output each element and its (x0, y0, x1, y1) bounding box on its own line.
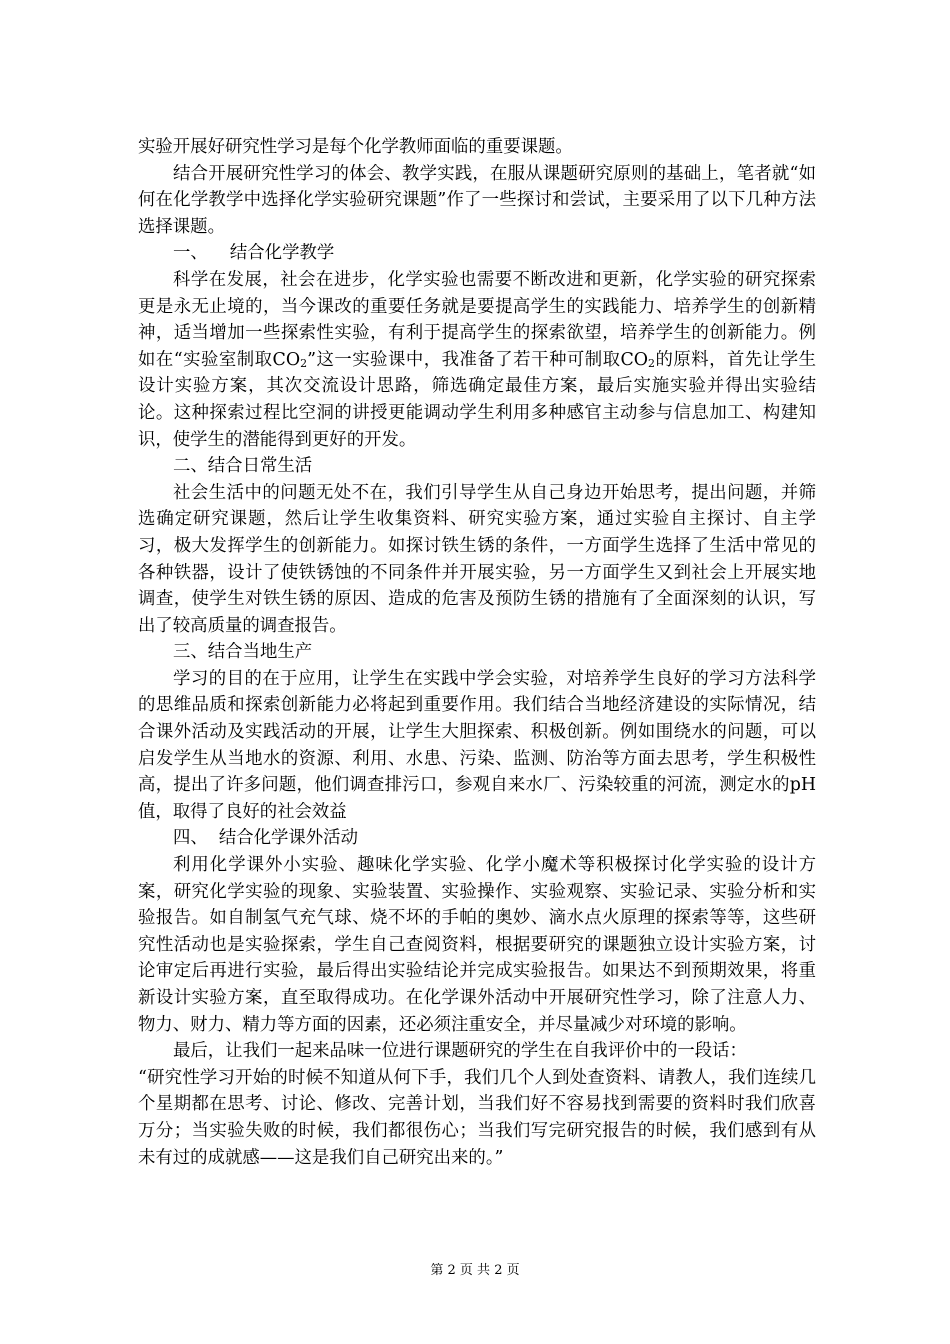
document-body (138, 134, 816, 1171)
body-paragraph: 结合开展研究性学习的体会、教学实践，在服从课题研究原则的基础上，笔者就“如何在化学教学中选择化学实验研究课题”作了一些探讨和尝试，主要采用了以下几种方法选择课题。 (138, 163, 816, 237)
body-paragraph: “研究性学习开始的时候不知道从何下手，我们几个人到处查资料、请教人，我们连续几个星期都在思考、讨论、修改、完善计划，当我们好不容易找到需要的资料时我们欣喜万分；当实验失败的时候，我们都很伤心；当我们写完研究报告的时候，我们感到有从未有过的成就感——这是我们自己研究出来的。” (138, 1067, 816, 1168)
body-paragraph: 最后，让我们一起来品味一位进行课题研究的学生在自我评价中的一段话： (173, 1041, 747, 1062)
page-footer: 第 2 页 共 2 页 (430, 1263, 520, 1278)
body-paragraph: 科学在发展，社会在进步，化学实验也需要不断改进和更新，化学实验的研究探索更是永无止境的，当今课改的重要任务就是要提高学生的实践能力、培养学生的创新精神，适当增加一些探索性实验，有利于提高学生的探索欲望，培养学生的创新能力。例如在“实验室制取$CO_2$”这一实验课中，我准备了若干种可制取$CO_2$的原料，首先让学生设计实验方案，其次交流设计思路，筛选确定最佳方案，最后实施实验并得出实验结论。这种探索过程比空洞的讲授更能调动学生利用多种感官主动参与信息加工、构建知识，使学生的潜能得到更好的开发。 (138, 269, 816, 450)
section-heading: 四、 结合化学课外活动 (173, 828, 358, 849)
body-paragraph: 社会生活中的问题无处不在，我们引导学生从自己身边开始思考，提出问题，并筛选确定研究课题，然后让学生收集资料、研究实验方案，通过实验自主探讨、自主学习，极大发挥学生的创新能力。如探讨铁生锈的条件，一方面学生选择了生活中常见的各种铁器，设计了使铁锈蚀的不同条件并开展实验，另一方面学生又到社会上开展实地调查，使学生对铁生锈的原因、造成的危害及预防生锈的措施有了全面深刻的认识，写出了较高质量的调查报告。 (138, 482, 816, 636)
section-heading: 三、结合当地生产 (173, 642, 313, 663)
section-heading: 一、 结合化学教学 (173, 243, 335, 264)
body-paragraph: 学习的目的在于应用，让学生在实践中学会实验，对培养学生良好的学习方法科学的思维品质和探索创新能力必将起到重要作用。我们结合当地经济建设的实际情况，结合课外活动及实践活动的开展，让学生大胆探索、积极创新。例如围绕水的问题，可以启发学生从当地水的资源、利用、水患、污染、监测、防治等方面去思考，学生积极性高，提出了许多问题，他们调查排污口，参观自来水厂、污染较重的河流，测定水的pH值，取得了良好的社会效益 (138, 668, 816, 822)
body-paragraph: 利用化学课外小实验、趣味化学实验、化学小魔术等积极探讨化学实验的设计方案，研究化学实验的现象、实验装置、实验操作、实验观察、实验记录、实验分析和实验报告。如自制氢气充气球、烧不坏的手帕的奥妙、滴水点火原理的探索等等，这些研究性活动也是实验探索，学生自己查阅资料，根据要研究的课题独立设计实验方案，讨论审定后再进行实验，最后得出实验结论并完成实验报告。如果达不到预期效果，将重新设计实验方案，直至取得成功。在化学课外活动中开展研究性学习，除了注意人力、物力、财力、精力等方面的因素，还必须注重安全，并尽量减少对环境的影响。 (138, 855, 816, 1035)
body-paragraph: 实验开展好研究性学习是每个化学教师面临的重要课题。 (138, 137, 573, 157)
section-heading: 二、结合日常生活 (173, 456, 313, 477)
